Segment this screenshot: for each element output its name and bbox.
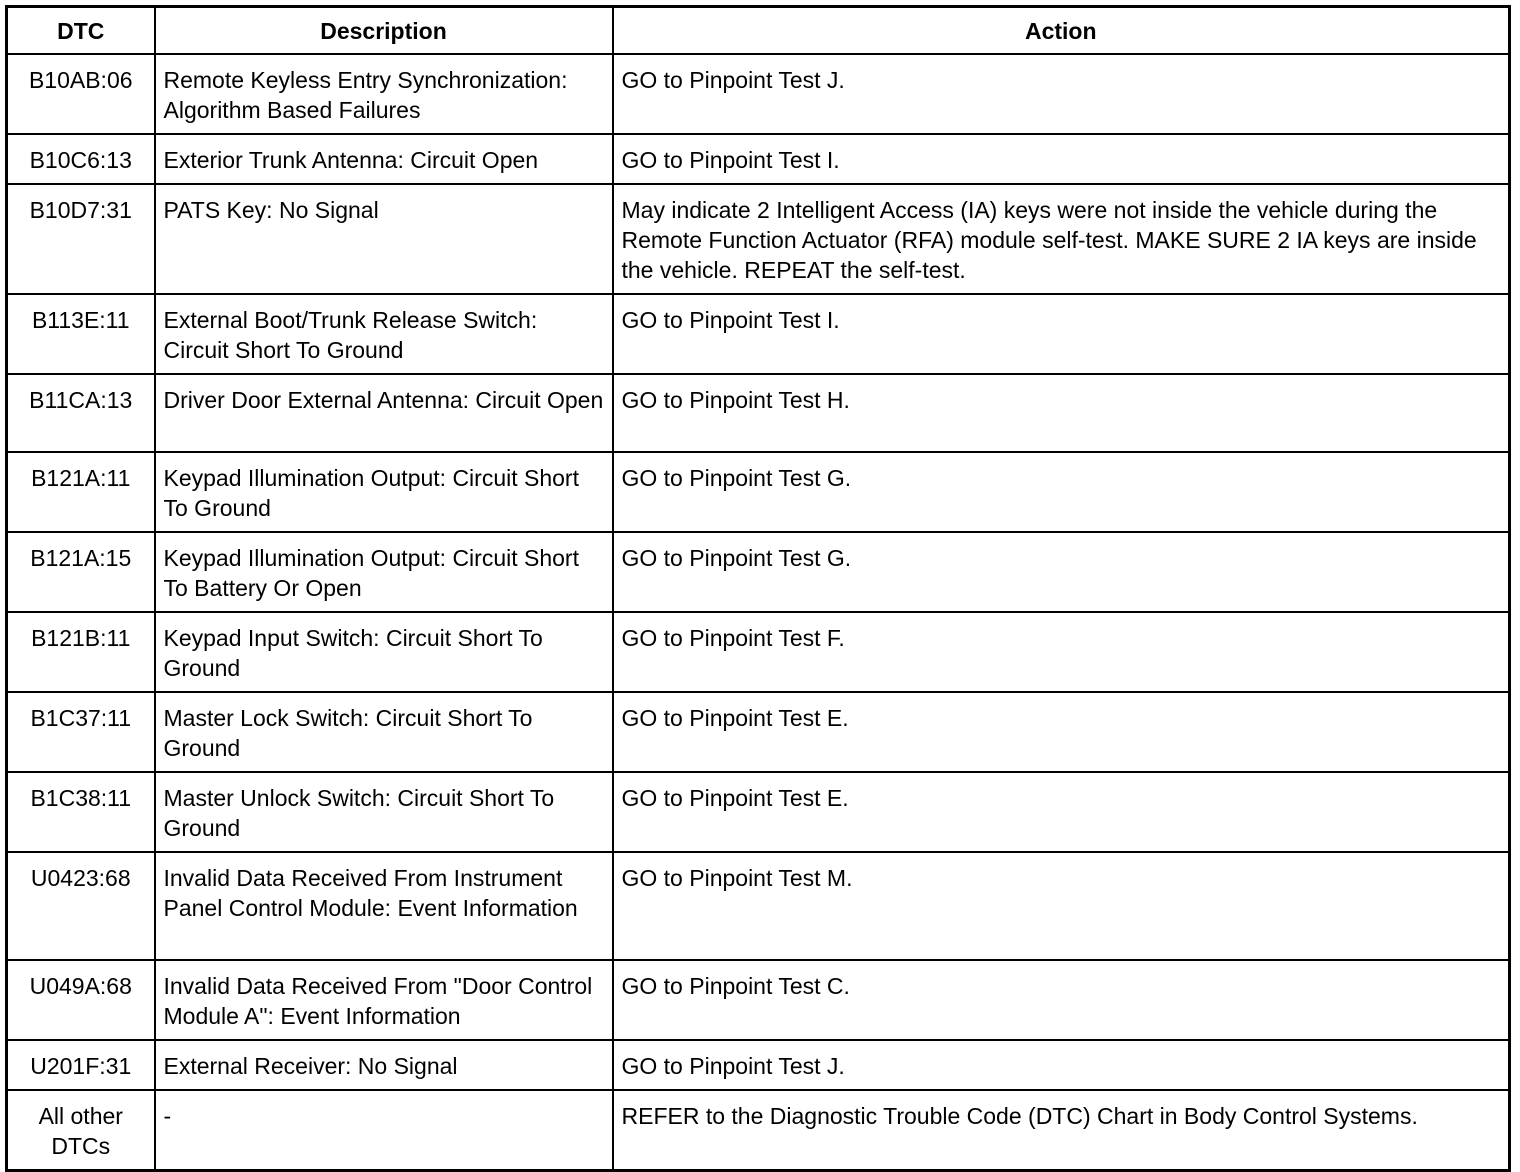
dtc-code: B1C38:11 — [7, 772, 155, 852]
dtc-action: May indicate 2 Intelligent Access (IA) keys were not inside the vehicle during the Remote Function Actuator (RFA) module self-test. MAKE SURE 2 IA keys are inside the vehicle. REPEAT the self-test. — [613, 184, 1510, 294]
table-row — [7, 184, 1510, 294]
dtc-table-container — [5, 5, 1508, 1172]
dtc-description: External Boot/Trunk Release Switch: Circuit Short To Ground — [155, 294, 613, 374]
dtc-code: B121B:11 — [7, 612, 155, 692]
dtc-action: GO to Pinpoint Test M. — [613, 852, 1510, 960]
dtc-code: B10D7:31 — [7, 184, 155, 294]
dtc-table — [5, 5, 1511, 1172]
dtc-description: Keypad Illumination Output: Circuit Short To Battery Or Open — [155, 532, 613, 612]
table-row — [7, 960, 1510, 1040]
dtc-code: B1C37:11 — [7, 692, 155, 772]
dtc-action: GO to Pinpoint Test G. — [613, 452, 1510, 532]
dtc-action: GO to Pinpoint Test I. — [613, 134, 1510, 184]
dtc-description: External Receiver: No Signal — [155, 1040, 613, 1090]
dtc-code: All other DTCs — [7, 1090, 155, 1171]
dtc-description: PATS Key: No Signal — [155, 184, 613, 294]
dtc-action: GO to Pinpoint Test F. — [613, 612, 1510, 692]
dtc-action: REFER to the Diagnostic Trouble Code (DTC) Chart in Body Control Systems. — [613, 1090, 1510, 1171]
table-row — [7, 692, 1510, 772]
dtc-code: B10AB:06 — [7, 54, 155, 134]
dtc-description: Keypad Input Switch: Circuit Short To Ground — [155, 612, 613, 692]
dtc-action: GO to Pinpoint Test I. — [613, 294, 1510, 374]
dtc-description: - — [155, 1090, 613, 1171]
table-row — [7, 1040, 1510, 1090]
dtc-action: GO to Pinpoint Test G. — [613, 532, 1510, 612]
dtc-description: Invalid Data Received From Instrument Panel Control Module: Event Information — [155, 852, 613, 960]
table-header — [7, 7, 1510, 55]
dtc-action: GO to Pinpoint Test E. — [613, 692, 1510, 772]
dtc-code: U201F:31 — [7, 1040, 155, 1090]
table-row — [7, 852, 1510, 960]
dtc-code: B121A:15 — [7, 532, 155, 612]
dtc-description: Exterior Trunk Antenna: Circuit Open — [155, 134, 613, 184]
table-row — [7, 612, 1510, 692]
dtc-code: U049A:68 — [7, 960, 155, 1040]
dtc-description: Remote Keyless Entry Synchronization: Algorithm Based Failures — [155, 54, 613, 134]
dtc-action: GO to Pinpoint Test J. — [613, 54, 1510, 134]
header-row — [7, 7, 1510, 55]
dtc-code: U0423:68 — [7, 852, 155, 960]
table-row — [7, 532, 1510, 612]
dtc-code: B10C6:13 — [7, 134, 155, 184]
table-row — [7, 294, 1510, 374]
table-row — [7, 374, 1510, 452]
table-row — [7, 1090, 1510, 1171]
dtc-description: Driver Door External Antenna: Circuit Open — [155, 374, 613, 452]
dtc-action: GO to Pinpoint Test C. — [613, 960, 1510, 1040]
dtc-action: GO to Pinpoint Test E. — [613, 772, 1510, 852]
dtc-description: Master Unlock Switch: Circuit Short To Ground — [155, 772, 613, 852]
table-row — [7, 452, 1510, 532]
header-dtc: DTC — [7, 7, 155, 55]
header-action: Action — [613, 7, 1510, 55]
dtc-description: Master Lock Switch: Circuit Short To Ground — [155, 692, 613, 772]
dtc-action: GO to Pinpoint Test H. — [613, 374, 1510, 452]
table-row — [7, 772, 1510, 852]
dtc-code: B113E:11 — [7, 294, 155, 374]
table-row — [7, 134, 1510, 184]
dtc-action: GO to Pinpoint Test J. — [613, 1040, 1510, 1090]
dtc-description: Keypad Illumination Output: Circuit Short To Ground — [155, 452, 613, 532]
header-description: Description — [155, 7, 613, 55]
table-body — [7, 54, 1510, 1171]
table-row — [7, 54, 1510, 134]
dtc-code: B121A:11 — [7, 452, 155, 532]
dtc-description: Invalid Data Received From "Door Control Module A": Event Information — [155, 960, 613, 1040]
dtc-code: B11CA:13 — [7, 374, 155, 452]
